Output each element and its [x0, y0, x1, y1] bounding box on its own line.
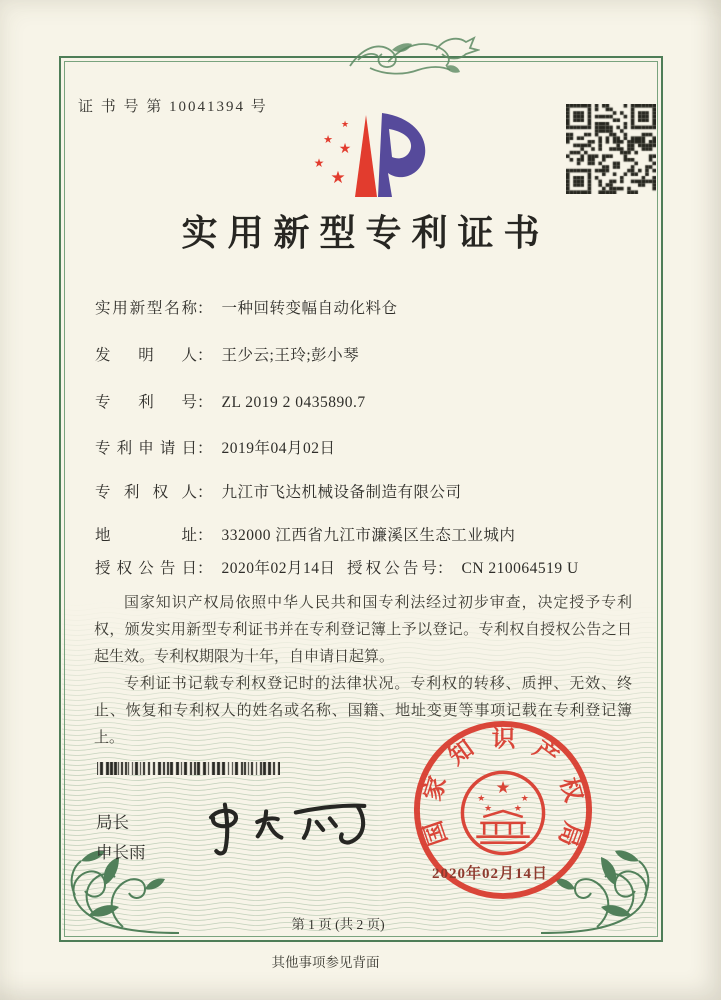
- field-label: 专利号: [95, 394, 197, 411]
- seal-agency-text: 国家知识产权局: [419, 726, 587, 850]
- commissioner-title: 局长: [96, 813, 129, 832]
- qr-code: [566, 104, 656, 194]
- commissioner-signoff: [96, 808, 146, 868]
- legal-paragraph-2: 专利证书记载专利权登记时的法律状况。专利权的转移、质押、无效、终止、恢复和专利权人的姓名或名称、国籍、地址变更等事项记载在专利登记簿上。: [94, 676, 632, 746]
- back-side-note: 其他事项参见背面: [271, 955, 380, 970]
- field-patentee: 专利权人： 九江市飞达机械设备制造有限公司: [95, 480, 462, 502]
- commissioner-name: 申长雨: [96, 843, 146, 862]
- page-indicator: 第 1 页 (共 2 页): [291, 917, 385, 932]
- field-value: 王少云;王玲;彭小琴: [221, 347, 360, 364]
- field-grant-number: 授权公告号： CN 210064519 U: [347, 556, 579, 578]
- svg-text:★: ★: [340, 120, 350, 130]
- field-value: 332000 江西省九江市濂溪区生态工业城内: [221, 527, 516, 544]
- svg-text:★: ★: [484, 803, 493, 814]
- field-filing-date: 专利申请日： 2019年04月02日: [95, 436, 336, 458]
- field-value: 九江市飞达机械设备制造有限公司: [221, 484, 462, 501]
- svg-text:★: ★: [323, 133, 333, 146]
- svg-text:★: ★: [338, 141, 352, 157]
- certificate-title: 实用新型专利证书: [181, 213, 550, 253]
- field-label: 专利权人: [95, 484, 197, 501]
- svg-text:★: ★: [513, 803, 522, 814]
- field-value: 2019年04月02日: [221, 440, 336, 457]
- field-value: 一种回转变幅自动化料仓: [221, 300, 398, 317]
- field-value: 2020年02月14日: [221, 560, 336, 577]
- field-label: 实用新型名称: [95, 300, 197, 317]
- field-inventors: 发明人： 王少云;王玲;彭小琴: [95, 343, 359, 365]
- field-utility-model-name: 实用新型名称： 一种回转变幅自动化料仓: [95, 296, 398, 318]
- svg-text:★: ★: [495, 777, 511, 798]
- field-value: ZL 2019 2 0435890.7: [221, 394, 366, 411]
- cnipa-logo-icon: [293, 101, 433, 201]
- field-label: 授权公告号: [347, 560, 437, 577]
- svg-text:★: ★: [477, 794, 486, 805]
- field-grant-date: 授权公告日： 2020年02月14日: [95, 560, 336, 577]
- dragon-flourish-ornament: [348, 26, 480, 80]
- national-emblem-icon: [462, 772, 543, 853]
- svg-text:★: ★: [330, 168, 346, 188]
- logo-p-shape: [378, 113, 425, 197]
- signature-handwriting: [194, 764, 413, 886]
- seal-date: 2020年02月14日: [432, 866, 549, 882]
- svg-text:★: ★: [313, 156, 325, 170]
- legal-paragraph-1: 国家知识产权局依照中华人民共和国专利法经过初步审查，决定授予专利权，颁发实用新型专利证书并在专利登记簿上予以登记。专利权自授权公告之日起生效。专利权期限为十年，自申请日起算。: [94, 595, 632, 665]
- field-value: CN 210064519 U: [461, 560, 579, 577]
- field-patent-number: 专利号： ZL 2019 2 0435890.7: [95, 390, 366, 412]
- logo-red-wedge: [355, 115, 377, 197]
- field-label: 专利申请日: [95, 440, 197, 457]
- certificate-number: 证 书 号 第 10041394 号: [78, 99, 268, 115]
- field-address: 地址： 332000 江西省九江市濂溪区生态工业城内: [95, 523, 515, 545]
- field-label: 发明人: [95, 347, 197, 364]
- field-grant-row: [95, 556, 655, 578]
- field-label: 授权公告日: [95, 560, 197, 577]
- svg-text:★: ★: [520, 794, 529, 805]
- field-label: 地址: [95, 527, 197, 544]
